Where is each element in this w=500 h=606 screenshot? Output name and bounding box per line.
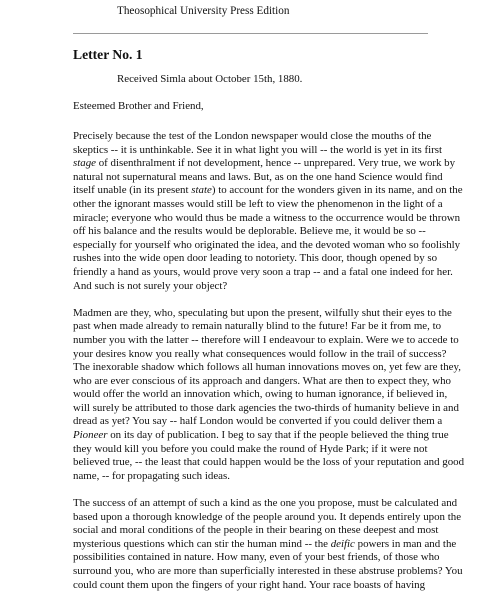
text-line: itself unable (in its present state) to account for the wonders given in its name, and on the — [73, 184, 463, 197]
text-line: stage of disenthralment if not development, hence -- unprepared. Very true, we work by — [73, 157, 456, 170]
text-line: mysterious questions which can stir the human mind -- the deific powers in man and the — [73, 537, 457, 550]
edition-header: Theosophical University Press Edition — [117, 5, 290, 17]
text-line: past when made already to remain naturally blind to the future! Far be it from me, to — [73, 320, 442, 333]
text-line: And such is not surely your object? — [73, 279, 228, 292]
text-line: will surely be attributed to those dark agencies the two-thirds of humanity believe in and — [73, 401, 459, 414]
paragraph — [73, 497, 463, 592]
salutation: Esteemed Brother and Friend, — [73, 100, 204, 112]
text-line: name, -- for propagating such ideas. — [73, 469, 230, 482]
text-line: Precisely because the test of the London newspaper would close the mouths of the — [73, 130, 432, 142]
text-line: who are ever conscious of its approach and dangers. What are then to expect they, who — [73, 374, 452, 387]
text-line: based upon a thorough knowledge of the people around you. It depends entirely upon the — [73, 510, 462, 523]
text-line: Pioneer on its day of publication. I beg to say that if the people believed the thing true — [73, 429, 449, 442]
text-line: especially for yourself who originated the idea, and the devoted woman who so foolishly — [73, 238, 461, 251]
text-line: social and moral conditions of the people in their bearing on these deepest and most — [73, 524, 439, 537]
text-line: rushes into the wide open door leading to notoriety. This door, though opened by so — [73, 252, 438, 265]
text-line: off his balance and the results would be deplorable. Believe me, it would be so -- — [73, 225, 426, 238]
text-line: The inexorable shadow which follows all human innovations moves on, yet few are they, — [73, 361, 461, 374]
text-line: The success of an attempt of such a kind as the one you propose, must be calculated and — [73, 497, 458, 510]
text-line: could count them upon the fingers of your right hand. Your race boasts of having — [73, 578, 426, 591]
text-line: your desires know you really what consequences would follow in the trail of success? — [73, 347, 447, 360]
text-line: dread as yet? You say -- half London would be converted if you could deliver them a — [73, 415, 443, 428]
text-line: miracle; everyone who would thus be made a witness to the occurrence would be thrown — [73, 211, 461, 224]
text-line: surround you, who are more than superficially interested in these abstruse problems? You — [73, 565, 463, 577]
text-line: natural not supernatural means and laws. But, as on the one hand Science would find — [73, 170, 443, 183]
letter-content — [73, 46, 465, 606]
text-line: would offer the world an innovation which, owing to human ignorance, if believed in, — [73, 388, 448, 401]
header-divider — [73, 33, 428, 34]
text-line: believed true, -- the least that could happen would be the loss of your reputation and good — [73, 456, 465, 469]
text-line: number you with the latter -- therefore will I endeavour to explain. Were we to accede to — [73, 333, 459, 346]
text-line: friendly a hand as yours, would prove very soon a trap -- and a fatal one indeed for her. — [73, 265, 453, 278]
letter-title: Letter No. 1 — [73, 47, 143, 62]
text-line: they would kill you before you could make the round of Hyde Park; if it were not — [73, 442, 428, 455]
letter-body — [73, 130, 465, 592]
paragraph — [73, 306, 465, 484]
text-line: Madmen are they, who, speculating but upon the present, wilfully shut their eyes to the — [73, 306, 452, 319]
text-line: possibilities contained in nature. How many, even of your best friends, of those who — [73, 551, 440, 564]
received-line: Received Simla about October 15th, 1880. — [117, 73, 303, 85]
text-line: skeptics -- it is unthinkable. See it in what light you will -- the world is yet in its first — [73, 143, 443, 156]
paragraph — [73, 130, 463, 293]
text-line: other the ignorant masses would still be left to view the phenomenon in the light of a — [73, 197, 443, 210]
